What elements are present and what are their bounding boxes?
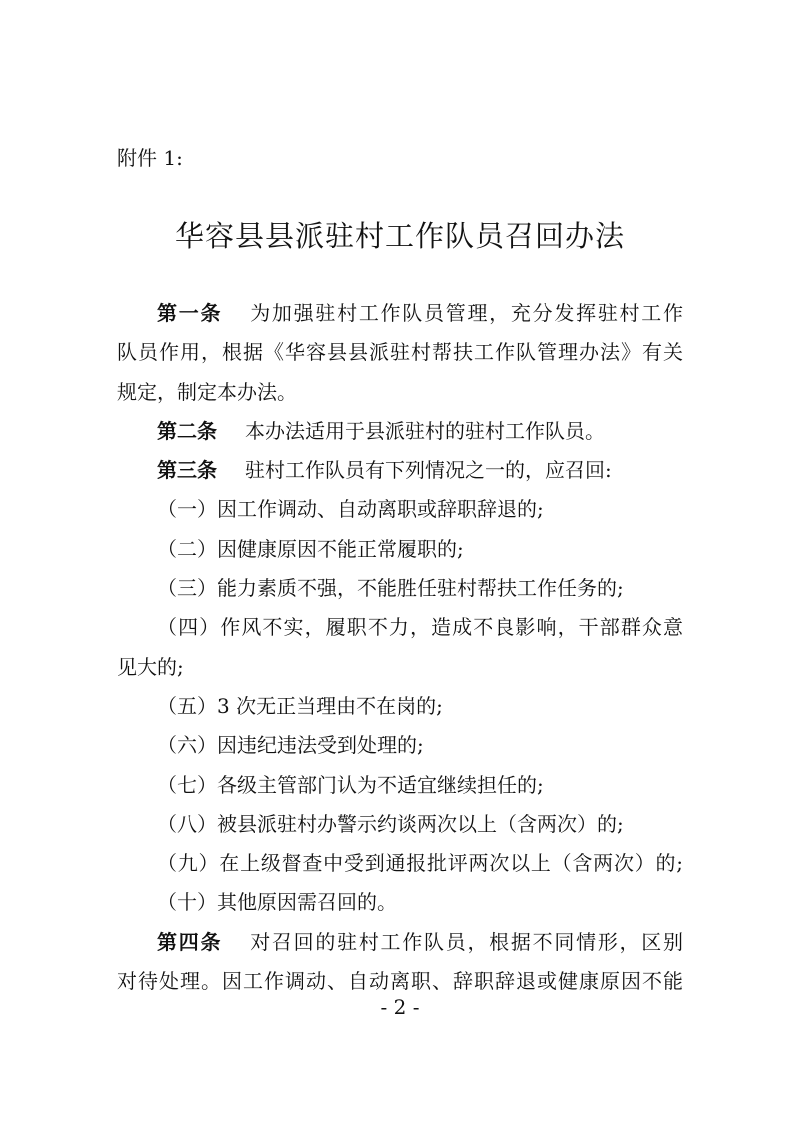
list-item: （七）各级主管部门认为不适宜继续担任的; xyxy=(157,772,544,797)
article-4-line: 第四条 对召回的驻村工作队员，根据不同情形，区别 xyxy=(157,929,684,954)
article-3-line: 第三条 驻村工作队员有下列情况之一的，应召回: xyxy=(157,458,612,483)
article-2-line: 第二条 本办法适用于县派驻村的驻村工作队员。 xyxy=(157,418,605,443)
attachment-label: 附件 1: xyxy=(117,146,183,170)
list-item: （四）作风不实，履职不力，造成不良影响，干部群众意 xyxy=(157,615,683,640)
page-number: - 2 - xyxy=(380,995,420,1019)
article-1-line: 规定，制定本办法。 xyxy=(117,379,297,404)
article-1-line: 第一条 为加强驻村工作队员管理，充分发挥驻村工作 xyxy=(157,301,684,325)
list-item: （二）因健康原因不能正常履职的; xyxy=(157,536,464,561)
list-item: （九）在上级督查中受到通报批评两次以上（含两次）的; xyxy=(157,851,683,876)
document-title: 华容县县派驻村工作队员召回办法 xyxy=(174,219,625,253)
list-item: （一）因工作调动、自动离职或辞职辞退的; xyxy=(157,497,544,522)
document-body xyxy=(117,294,683,1001)
article-label: 第一条 xyxy=(157,301,223,325)
list-item: （三）能力素质不强，不能胜任驻村帮扶工作任务的; xyxy=(157,576,624,601)
article-label: 第四条 xyxy=(157,929,223,954)
list-item-continued: 见大的; xyxy=(117,654,184,679)
list-item: （十）其他原因需召回的。 xyxy=(157,890,397,915)
list-item: （八）被县派驻村办警示约谈两次以上（含两次）的; xyxy=(157,811,624,836)
article-1-line: 队员作用，根据《华容县县派驻村帮扶工作队管理办法》有关 xyxy=(117,340,683,365)
article-4-line: 对待处理。因工作调动、自动离职、辞职辞退或健康原因不能 xyxy=(117,969,683,994)
article-label: 第二条 xyxy=(157,418,217,443)
list-item: （六）因违纪违法受到处理的; xyxy=(157,733,424,758)
article-label: 第三条 xyxy=(157,458,217,483)
list-item: （五）3 次无正当理由不在岗的; xyxy=(157,693,443,718)
